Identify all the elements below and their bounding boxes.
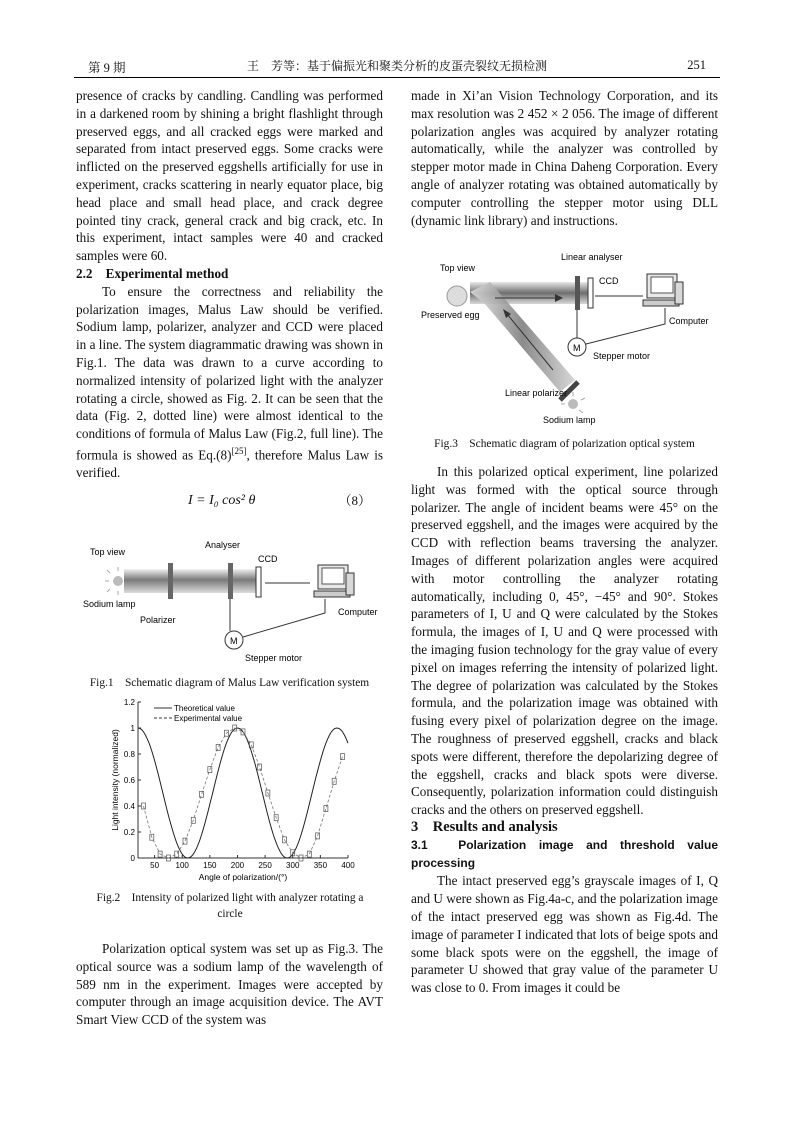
chart-axes — [138, 702, 348, 858]
right-body-2 — [411, 463, 718, 997]
left-column — [76, 87, 383, 520]
section-2-2-heading: 2.2 Experimental method — [76, 265, 229, 281]
fig1-ccd-label: CCD — [258, 554, 278, 564]
fig1-polarizer-label: Polarizer — [140, 615, 176, 625]
figure-2-chart — [108, 696, 358, 884]
left-paragraph-3: Polarization optical system was set up as Fig.3. The optical source was a sodium lamp of the wavelength of 589 nm in the experiment. Images were accepted by computer through an image acquisition device. The AVT Smart View CCD of the system was — [76, 941, 383, 1028]
fig3-computer-label: Computer — [669, 316, 709, 326]
x-tick-label: 150 — [203, 861, 217, 870]
experimental-point — [258, 764, 262, 770]
issue-number: 第 9 期 — [88, 61, 126, 75]
x-tick-label: 250 — [258, 861, 272, 870]
motor-cable — [243, 599, 325, 637]
fig3-sodium-lamp-label: Sodium lamp — [543, 415, 596, 425]
fig3-preserved-egg-label: Preserved egg — [421, 310, 480, 320]
x-tick-label: 350 — [313, 861, 328, 870]
equation-number: （8） — [338, 492, 371, 508]
fig3-linear-analyser-label: Linear analyser — [561, 252, 623, 262]
left-paragraph-1: presence of cracks by candling. Candling was performed in a darkened room by shining a bright flashlight through preserved eggs, and all cracked eggs were marked and separated from intact preserved eggs. Some cracks were inflicted on the preserved eggshells artificially for use in experiment, cracks scattering in nearly equator place, big head place and small head place, and crack degree pointed tiny crack, general crack and big crack, etc. In this experiment, intact samples were 40 and cracked samples were 60. — [76, 88, 383, 264]
experimental-series — [142, 725, 345, 861]
computer-icon — [314, 565, 354, 597]
beam-direction-arrow-diagonal — [507, 314, 553, 370]
sodium-lamp-icon — [105, 567, 123, 595]
fig1-analyser-label: Analyser — [205, 540, 241, 550]
analyser-plate — [228, 563, 233, 599]
running-header — [74, 54, 720, 78]
fig1-stepper-motor-label: Stepper motor — [245, 653, 303, 663]
figure-3-caption: Fig.3 Schematic diagram of polarization optical system — [434, 438, 695, 450]
x-tick-label: 400 — [341, 861, 355, 870]
fig3-stepper-motor-label: Stepper motor — [593, 351, 651, 361]
motor-cable — [586, 308, 665, 344]
y-tick-label: 0.6 — [123, 776, 135, 785]
x-tick-label: 100 — [175, 861, 189, 870]
fig3-top-view-label: Top view — [440, 263, 476, 273]
right-paragraph-2: In this polarized optical experiment, line polarized light was formed with the optical source through polarizer. The angle of incident beams were 45° on the preserved eggshell, and the images were acquired by the CCD with reflection beams traversing the analyzer. Images of different polarization angles were acquired with motor controlling the analyzer rotating automatically, including 0, 45°, −45° and 90°. Stokes parameters of I, U and Q were calculated by the Stokes formula, the images of I, U and Q were processed with the imaging fusion technology for the gray value of every pixel on images referring the intensity of polarized light. The degree of polarization was calculated by the Stokes formula, and the polarization image was obtained with fusing every pixel of polarization degree on the image. The roughness of preserved eggshell, cracks and black spots were different, therefore the depolarizing degree of the eggshell, cracks and black spots were diverse. Consequently, polarization information could distinguish cracks and the others on preserved eggshell. — [411, 464, 718, 818]
y-axis-label: Light intensity (normalized) — [110, 729, 120, 831]
equation-8 — [76, 482, 383, 520]
legend-label: Experimental value — [174, 714, 243, 723]
figure-1-caption: Fig.1 Schematic diagram of Malus Law verification system — [89, 677, 370, 689]
y-tick-label: 0.8 — [123, 750, 135, 759]
fig1-top-view-label: Top view — [90, 547, 126, 557]
chart-tick-marks — [138, 702, 348, 858]
experimental-curve — [144, 728, 343, 858]
fig3-ccd-label: CCD — [599, 276, 619, 286]
y-tick-label: 0 — [130, 854, 135, 863]
experimental-point — [324, 806, 328, 812]
fig3-linear-polarizer-label: Linear polarizer — [505, 388, 568, 398]
x-axis-label: Angle of polarization/(°) — [198, 872, 288, 882]
y-tick-label: 0.4 — [123, 802, 135, 811]
preserved-egg-icon — [447, 286, 467, 306]
y-tick-label: 1.2 — [123, 698, 135, 707]
computer-icon — [643, 274, 683, 306]
legend-label: Theoretical value — [174, 704, 235, 713]
figure-1-diagram — [80, 533, 380, 668]
y-tick-label: 0.2 — [123, 828, 135, 837]
malus-law-formula: I = I₀ cos² θ — [188, 492, 256, 508]
figure-3-diagram — [415, 252, 715, 430]
fig1-motor-label: M — [230, 636, 238, 646]
fig1-sodium-lamp-label: Sodium lamp — [83, 599, 136, 609]
page-number: 251 — [687, 58, 706, 72]
x-tick-label: 300 — [286, 861, 300, 870]
ccd-sensor — [256, 567, 261, 597]
x-tick-label: 50 — [150, 861, 160, 870]
running-title: 王 芳等：基于偏振光和聚类分析的皮蛋壳裂纹无损检测 — [246, 59, 547, 73]
right-paragraph-1: made in Xi’an Vision Technology Corporation, and its max resolution was 2 452 × 2 056. The image of different polarization angles was acquired by analyzer rotating automatically, while the analyzer was controlled by stepper motor made in China Daheng Corporation. Every angle of analyzer rotating was obtained automatically by computer controlling the stepper motor using DLL (dynamic link library) and instructions. — [411, 88, 718, 228]
ccd-sensor — [588, 278, 593, 308]
polarizer-plate — [168, 563, 173, 599]
fig1-computer-label: Computer — [338, 607, 378, 617]
section-3-heading: 3 Results and analysis — [411, 818, 558, 835]
y-tick-label: 1 — [130, 724, 135, 733]
x-tick-label: 200 — [230, 861, 245, 870]
fig3-motor-label: M — [573, 343, 581, 353]
right-paragraph-3: The intact preserved egg’s grayscale images of I, Q and U were shown as Fig.4a-c, and the polarization image of the intact preserved egg was shown as Fig.4d. The image of parameter I indicated that lots of beige spots and some black spots were on the eggshell, the image of parameter U showed that gray value of the parameter U was close to 0. From images it could be — [411, 873, 718, 996]
left-paragraph-2: To ensure the correctness and reliability the polarization images, Malus Law should be verified. Sodium lamp, polarizer, analyzer and CCD were placed in a line. The system diagrammatic drawing was shown in Fig.1. The data was drawn to a curve according to normalized intensity of polarized light with the analyzer rotating a circle, showed as Fig. 2. It can be seen that the data (Fig. 2, dotted line) were almost identical to the conditions of formula of Malus Law (Fig.2, full line). The formula is showed as Eq.(8)[25], therefore Malus Law is verified. — [76, 283, 383, 481]
light-beam — [124, 569, 256, 593]
figure-2-caption: Fig.2 Intensity of polarized light with analyzer rotating a circle — [96, 892, 364, 920]
experimental-point — [200, 791, 204, 797]
experimental-point — [340, 754, 344, 760]
section-3-1-heading: 3.1 Polarization image and threshold value processing — [411, 837, 718, 870]
linear-analyser-plate — [575, 276, 580, 310]
